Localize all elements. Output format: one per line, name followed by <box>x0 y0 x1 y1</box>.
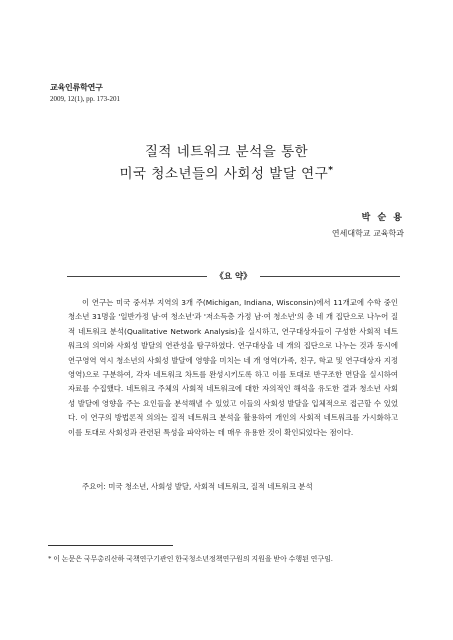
abstract-body <box>68 296 398 440</box>
abstract-heading-row <box>67 270 400 282</box>
author-name: 박 순 용 <box>361 213 404 223</box>
paper-title-line-2 <box>0 162 453 182</box>
journal-name: 교육인류학연구 <box>50 83 103 92</box>
abstract-paragraph: 이 연구는 미국 중서부 지역의 3개 주(Michigan, Indiana, Wisconsin)에서 11개교에 수학 중인 청소년 31명을 '일반가정 남·여 청소년'과 '저소득층 가정 남·여 청소년'의 총 네 개 집단으로 나누어 질적 네트워크 분석(Qualitative Network Analysis)을 실시하고, 연구대상자들이 구성한 사회적 네트워크의 의미와 사회성 발달의 연관성을 탐구하였다. 연구대상을 네 개의 집단으로 나누는 것과 동시에 연구영역 역시 청소년의 사회성 발달에 영향을 미치는 네 개 영역(가족, 친구, 학교 및 연구대상자 지정 영역)으로 구분하여, 각자 네트워크 차트를 완성시키도록 하고 이를 토대로 반구조한 면담을 실시하여 자료를 수집했다. 네트워크 주체의 사회적 네트워크에 대한 자의적인 해석을 유도한 결과 청소년 사회성 발달에 영향을 주는 요인들을 분석해낼 수 있었고 이들의 사회성 발달을 입체적으로 접근할 수 있었다. 이 연구의 방법론적 의의는 질적 네트워크 분석을 활용하여 개인의 사회적 네트워크를 가시화하고 이를 토대로 사회성과 관련된 특성을 파악하는 데 매우 유용한 것이 확인되었다는 점이다. <box>68 298 398 437</box>
keywords: 주요어: 미국 청소년, 사회성 발달, 사회적 네트워크, 질적 네트워크 분석 <box>82 482 313 491</box>
journal-citation: 2009, 12(1), pp. 173-201 <box>50 95 120 103</box>
author-affiliation: 연세대학교 교육학과 <box>331 229 404 238</box>
paper-title-line-2-text: 미국 청소년들의 사회성 발달 연구 <box>119 166 329 182</box>
abstract-heading-rule-right <box>260 276 400 277</box>
title-footnote-mark: * <box>328 165 334 176</box>
abstract-heading: 《요 약》 <box>215 272 252 282</box>
footnote-rule <box>48 545 173 546</box>
footnote: * 이 논문은 국무총리산하 국책연구기관인 한국청소년정책연구원의 지원을 받아 수행된 연구임. <box>48 555 333 563</box>
paper-title-line-1: 질적 네트워크 분석을 통한 <box>144 144 309 160</box>
